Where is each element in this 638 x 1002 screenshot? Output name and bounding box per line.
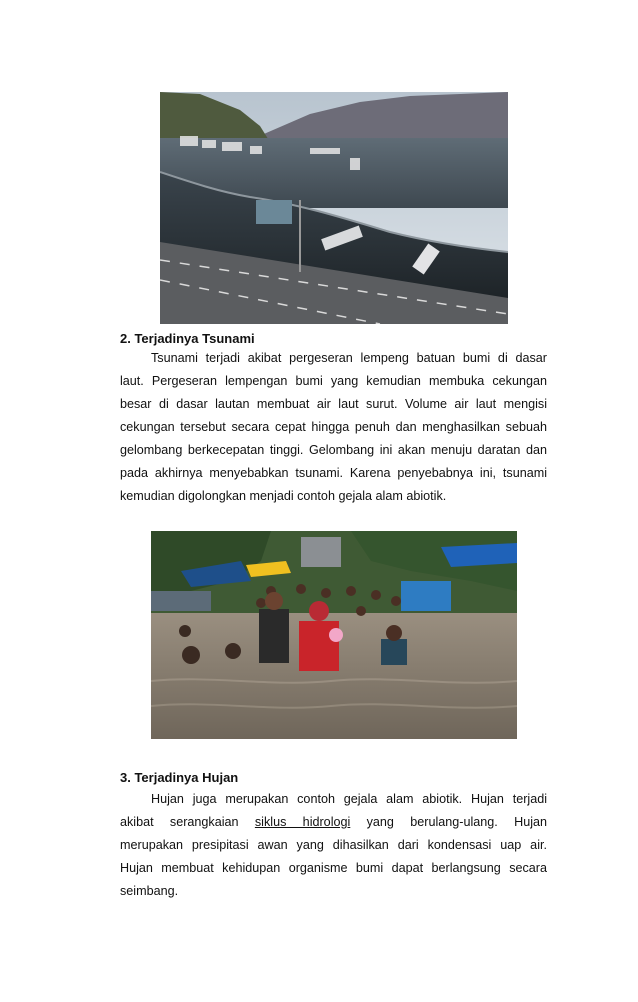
line-text: yang berulang-ulang. Hujan bbox=[366, 815, 547, 829]
hyperlink-siklus-hidrologi[interactable]: siklus hidrologi bbox=[254, 815, 351, 829]
paragraph-line: seimbang. bbox=[120, 884, 179, 898]
paragraph-line: kemudian digolongkan menjadi contoh gejala alam abiotik. bbox=[120, 489, 447, 503]
paragraph-tsunami bbox=[120, 347, 547, 508]
paragraph-line: laut. Pergeseran lempengan bumi yang kemudian membuka cekungan bbox=[120, 374, 547, 388]
paragraph-line: cekungan tersebut secara cepat hingga penuh dan menghasilkan sebuah bbox=[120, 420, 547, 434]
paragraph-line bbox=[120, 811, 547, 834]
paragraph-line: Tsunami terjadi akibat pergeseran lempeng batuan bumi di dasar bbox=[151, 351, 547, 365]
paragraph-line: Hujan juga merupakan contoh gejala alam abiotik. Hujan terjadi bbox=[151, 792, 547, 806]
paragraph-line: pada akhirnya menyebabkan tsunami. Karena penyebabnya ini, tsunami bbox=[120, 466, 547, 480]
section-heading-tsunami: 2. Terjadinya Tsunami bbox=[120, 331, 255, 346]
line-text: akibat serangkaian bbox=[120, 815, 239, 829]
paragraph-hujan bbox=[120, 788, 547, 903]
flood-photo bbox=[151, 531, 517, 739]
tsunami-photo bbox=[160, 92, 508, 324]
paragraph-line: besar di dasar lautan membuat air laut surut. Volume air laut mengisi bbox=[120, 397, 547, 411]
section-heading-hujan: 3. Terjadinya Hujan bbox=[120, 770, 239, 785]
paragraph-line: merupakan presipitasi awan yang dihasilkan dari kondensasi uap air. bbox=[120, 838, 547, 852]
paragraph-line: Hujan membuat kehidupan organisme bumi dapat berlangsung secara bbox=[120, 861, 547, 875]
paragraph-line: gelombang berkecepatan tinggi. Gelombang ini akan menuju daratan dan bbox=[120, 443, 547, 457]
